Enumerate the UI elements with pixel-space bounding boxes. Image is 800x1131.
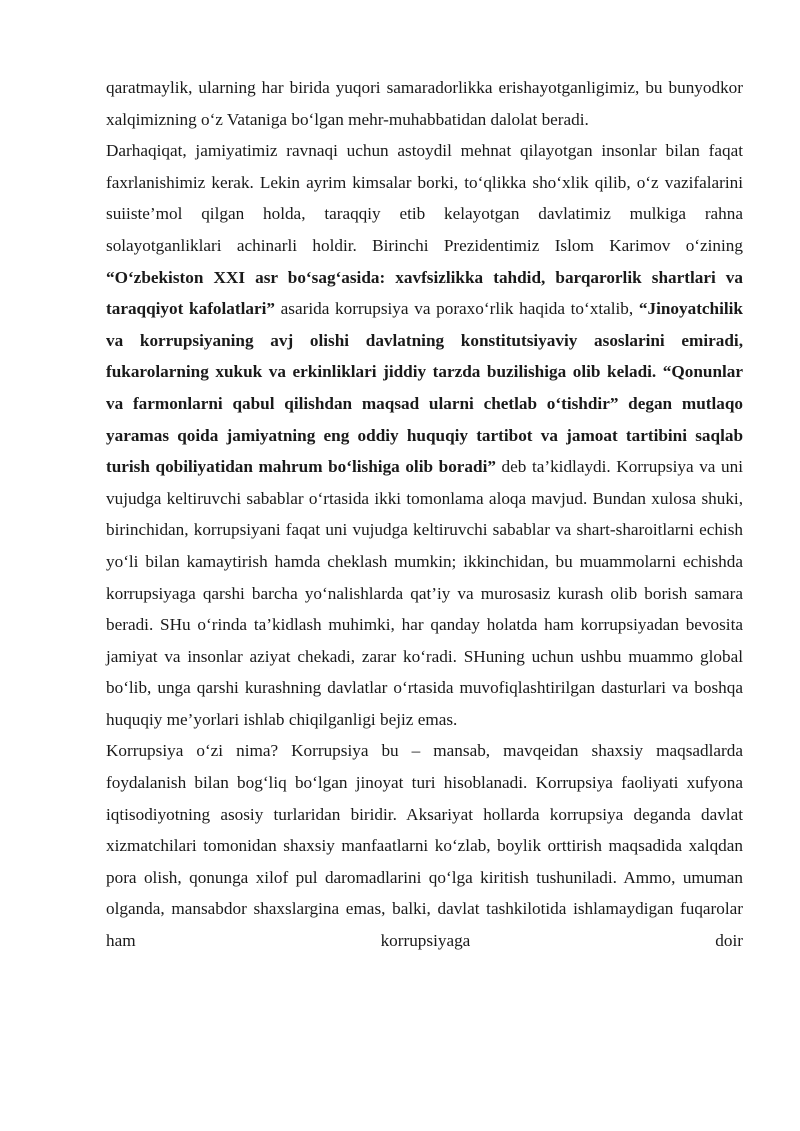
paragraph-2 — [106, 135, 743, 735]
paragraph-3 — [106, 735, 743, 956]
bold-quotation: “Jinoyatchilik va korrupsiyaning avj olishi davlatning konstitutsiyaviy asoslarini emiradi, fukarolarning xukuk va erkinliklari jiddiy tarzda buzilishiga olib keladi. “Qonunlar va farmonlarni qabul qilishdan maqsad ularni chetlab o‘tishdir” degan mutlaqo yaramas qoida jamiyatning eng oddiy huquqiy tartibot va jamoat tartibini saqlab turish qobiliyatidan mahrum bo‘lishiga olib boradi” — [106, 299, 743, 477]
text-segment: Korrupsiya o‘zi nima? Korrupsiya bu – mansab, mavqeidan shaxsiy maqsadlarda foydalanish bilan bog‘liq bo‘lgan jinoyat turi hisoblanadi. Korrupsiya faoliyati xufyona iqtisodiyotning asosiy turlaridan biridir. Aksariyat hollarda korrupsiya deganda davlat xizmatchilari tomonidan shaxsiy manfaatlarni ko‘zlab, boylik orttirish maqsadida xalqdan pora olish, qonunga xilof pul daromadlarini qo‘lga kiritish tushuniladi. Ammo, umuman olganda, mansabdor shaxslargina emas, balki, davlat tashkilotida ishlamaydigan fuqarolar ham korrupsiyaga doir — [106, 741, 743, 951]
text-segment: Darhaqiqat, jamiyatimiz ravnaqi uchun astoydil mehnat qilayotgan insonlar bilan faqat faxrlanishimiz kerak. Lekin ayrim kimsalar borki, to‘qlikka sho‘xlik qilib, o‘z vazifalarini suiiste’mol qilgan holda, taraqqiy etib kelayotgan davlatimiz mulkiga rahna solayotganliklari achinarli holdir. Birinchi Prezidentimiz Islom Karimov o‘zining — [106, 141, 743, 255]
text-segment: qaratmaylik, ularning har birida yuqori samaradorlikka erishayotganligimiz, bu bunyodkor xalqimizning o‘z Vataniga bo‘lgan mehr-muhabbatidan dalolat beradi. — [106, 78, 743, 129]
text-segment: deb ta’kidlaydi. Korrupsiya va uni vujudga keltiruvchi sabablar o‘rtasida ikki tomonlama aloqa mavjud. Bundan xulosa shuki, birinchidan, korrupsiyani faqat uni vujudga keltiruvchi sabablar va shart-sharoitlarni echish yo‘li bilan kamaytirish hamda cheklash mumkin; ikkinchidan, bu muammolarni echishda korrupsiyaga qarshi barcha yo‘nalishlarda qat’iy va murosasiz kurash olib borish samara beradi. SHu o‘rinda ta’kidlash muhimki, har qanday holatda ham korrupsiyadan bevosita jamiyat va insonlar aziyat chekadi, zarar ko‘radi. SHuning uchun ushbu muammo global bo‘lib, unga qarshi kurashning davlatlar o‘rtasida muvofiqlashtirilgan dasturlari va boshqa huquqiy me’yorlari ishlab chiqilganligi bejiz emas. — [106, 457, 743, 729]
text-segment: asarida korrupsiya va poraxo‘rlik haqida to‘xtalib, — [274, 299, 639, 319]
paragraph-1 — [106, 72, 743, 135]
bold-book-title: “O‘zbekiston XXI asr bo‘sag‘asida: xavfsizlikka tahdid, barqarorlik shartlari va taraqqiyot kafolatlari” — [106, 267, 743, 319]
document-page — [106, 72, 743, 957]
